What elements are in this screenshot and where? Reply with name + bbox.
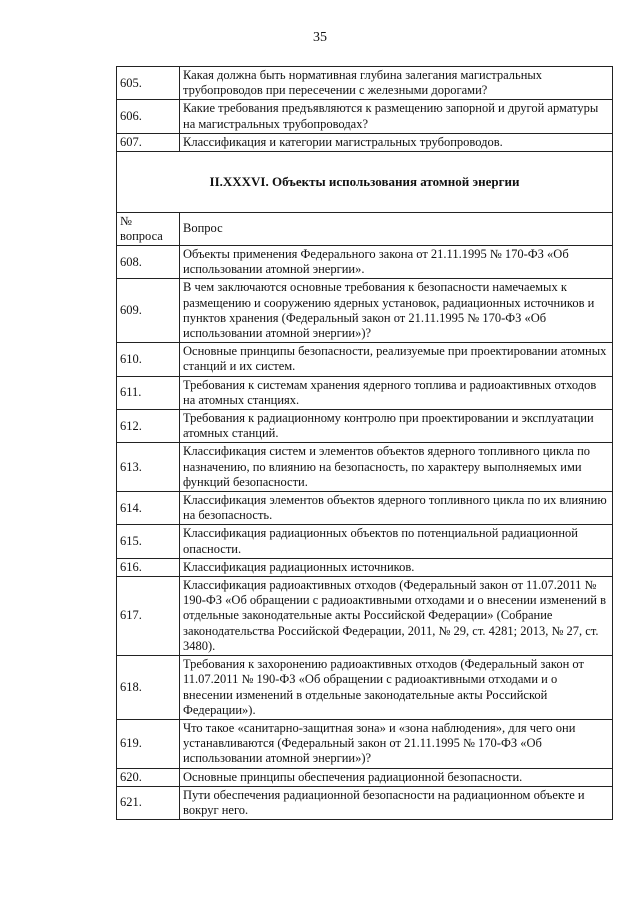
section-row (117, 152, 613, 213)
question-text: Классификация систем и элементов объектов ядерного топливного цикла по назначению, по влиянию на безопасность, по характеру выполняемых ими функций безопасности. (180, 443, 613, 492)
question-text: Классификация радиационных объектов по потенциальной радиационной опасности. (180, 525, 613, 558)
table-row (117, 376, 613, 409)
question-number: 610. (117, 343, 180, 376)
question-number: 619. (117, 719, 180, 768)
question-text: Классификация радиационных источников. (180, 558, 613, 576)
table-row (117, 525, 613, 558)
table-row (117, 786, 613, 819)
question-text: Какие требования предъявляются к размещению запорной и другой арматуры на магистральных трубопроводах? (180, 100, 613, 133)
table-row (117, 67, 613, 100)
header-row (117, 213, 613, 246)
question-text: Классификация радиоактивных отходов (Федеральный закон от 11.07.2011 № 190-ФЗ «Об обращении с радиоактивными отходами и о внесении изменений в отдельные законодательные акты Российской Федерации» (Собрание законодательства Российской Федерации, 2011, № 29, ст. 4281; 2013, № 27, ст. 3480). (180, 577, 613, 656)
question-text: Требования к системам хранения ядерного топлива и радиоактивных отходов на атомных станциях. (180, 376, 613, 409)
question-number: 621. (117, 786, 180, 819)
table-row (117, 279, 613, 343)
question-number: 605. (117, 67, 180, 100)
table-row (117, 246, 613, 279)
table-row (117, 558, 613, 576)
table-row (117, 343, 613, 376)
table-row (117, 100, 613, 133)
table-row (117, 577, 613, 656)
table-row (117, 656, 613, 720)
table-row (117, 133, 613, 151)
question-text: Требования к захоронению радиоактивных отходов (Федеральный закон от 11.07.2011 № 190-ФЗ «Об обращении с радиоактивными отходами и о внесении изменений в отдельные законодательные акты Российской Федерации»). (180, 656, 613, 720)
question-text: Пути обеспечения радиационной безопасности на радиационном объекте и вокруг него. (180, 786, 613, 819)
question-text: Классификация и категории магистральных трубопроводов. (180, 133, 613, 151)
question-number: 615. (117, 525, 180, 558)
table-row (117, 719, 613, 768)
question-number: 616. (117, 558, 180, 576)
question-text: Основные принципы безопасности, реализуемые при проектировании атомных станций и их систем. (180, 343, 613, 376)
question-number: 620. (117, 768, 180, 786)
table-row (117, 492, 613, 525)
column-header-number: № вопроса (117, 213, 180, 246)
question-text: Какая должна быть нормативная глубина залегания магистральных трубопроводов при пересечении с железными дорогами? (180, 67, 613, 100)
question-text: Основные принципы обеспечения радиационной безопасности. (180, 768, 613, 786)
question-number: 612. (117, 410, 180, 443)
question-number: 618. (117, 656, 180, 720)
question-number: 613. (117, 443, 180, 492)
question-number: 617. (117, 577, 180, 656)
question-number: 611. (117, 376, 180, 409)
question-text: Классификация элементов объектов ядерного топливного цикла по их влиянию на безопасность. (180, 492, 613, 525)
column-header-question: Вопрос (180, 213, 613, 246)
question-number: 609. (117, 279, 180, 343)
section-title: II.XXXVI. Объекты использования атомной энергии (117, 152, 613, 213)
questions-table (116, 66, 613, 820)
page-number: 35 (313, 30, 327, 45)
question-text: Что такое «санитарно-защитная зона» и «зона наблюдения», для чего они устанавливаются (Федеральный закон от 21.11.1995 № 170-ФЗ «Об использовании атомной энергии»)? (180, 719, 613, 768)
question-number: 606. (117, 100, 180, 133)
question-number: 607. (117, 133, 180, 151)
table-row (117, 768, 613, 786)
table-row (117, 443, 613, 492)
question-number: 608. (117, 246, 180, 279)
question-text: В чем заключаются основные требования к безопасности намечаемых к размещению и сооружению ядерных установок, радиационных источников и пунктов хранения (Федеральный закон от 21.11.1995 № 170-ФЗ «Об использовании атомной энергии»)? (180, 279, 613, 343)
question-text: Требования к радиационному контролю при проектировании и эксплуатации атомных станций. (180, 410, 613, 443)
table-row (117, 410, 613, 443)
question-text: Объекты применения Федерального закона от 21.11.1995 № 170-ФЗ «Об использовании атомной энергии». (180, 246, 613, 279)
question-number: 614. (117, 492, 180, 525)
